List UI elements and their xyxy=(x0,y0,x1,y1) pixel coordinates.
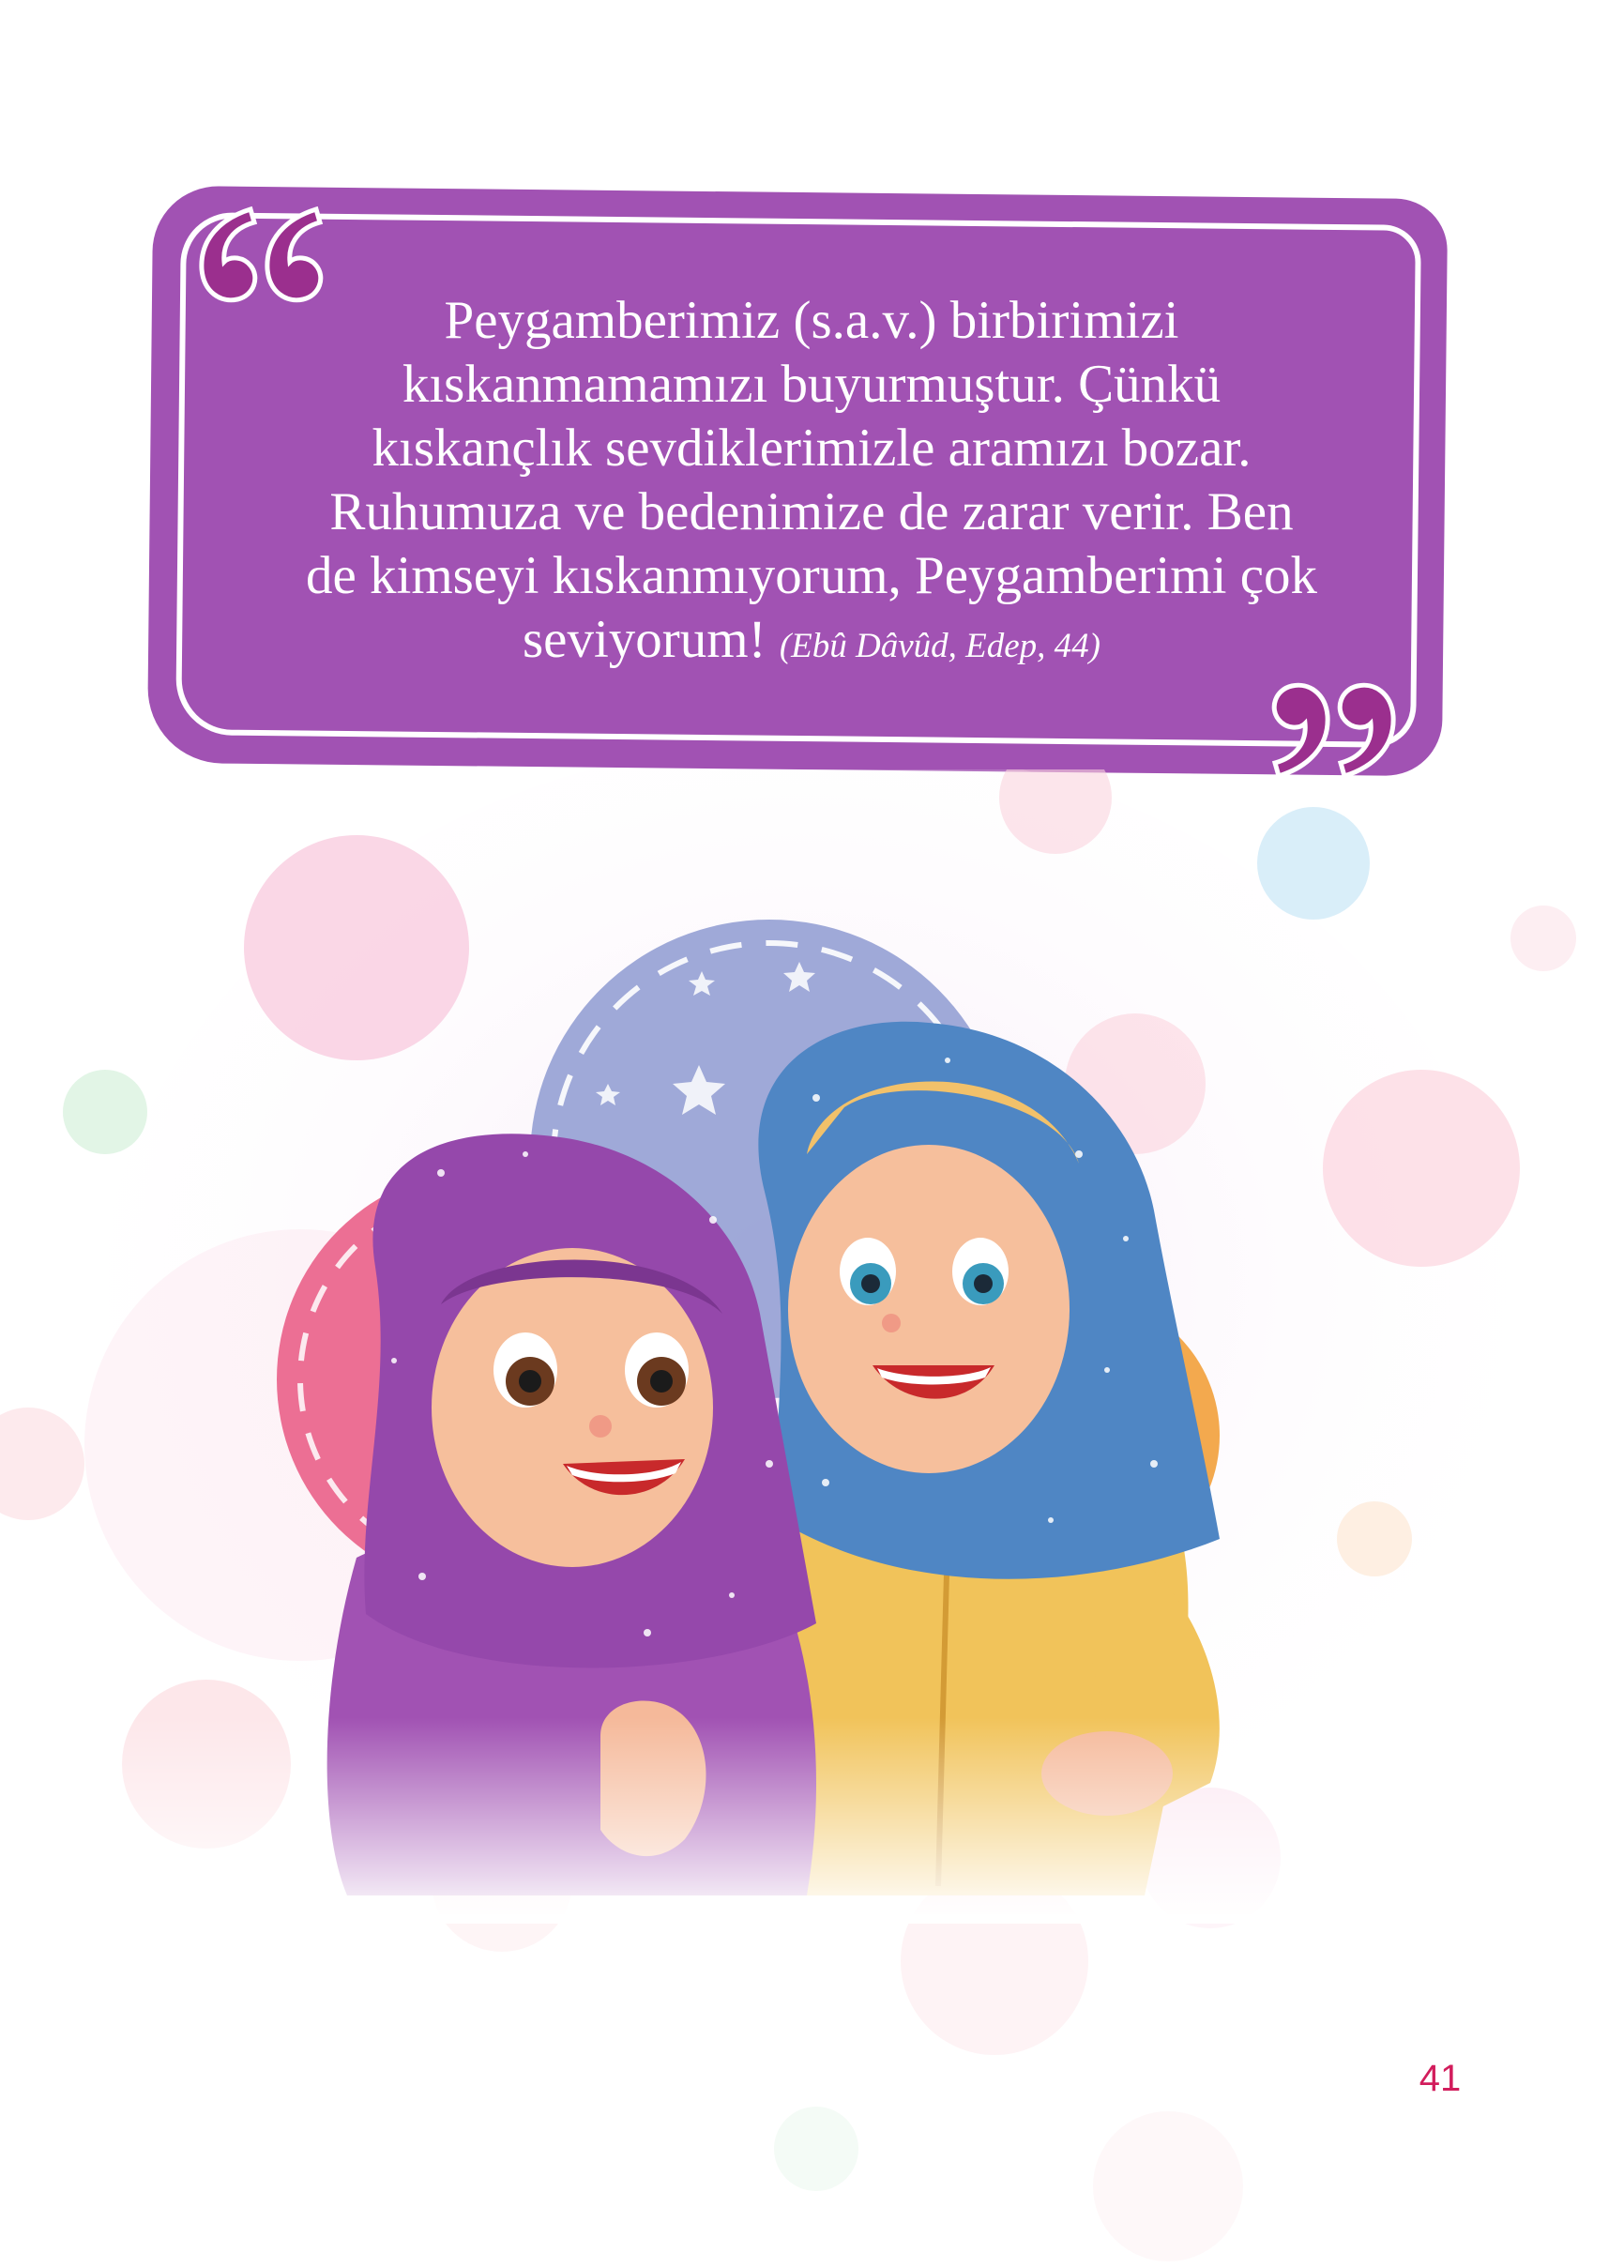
page-number: 41 xyxy=(1419,2058,1462,2099)
quote-line: Peygamberimiz (s.a.v.) birbirimizi xyxy=(444,291,1179,350)
quote-text xyxy=(230,289,1393,678)
two-girls-illustration xyxy=(0,769,1624,2268)
citation: (Ebû Dâvûd, Edep, 44) xyxy=(779,627,1101,665)
quote-line: seviyorum! xyxy=(522,610,766,669)
closing-quote-icon xyxy=(1262,671,1403,784)
quote-line: de kimseyi kıskanmıyorum, Peygamberimi çok xyxy=(305,546,1318,605)
quote-line: kıskançlık sevdiklerimizle aramızı bozar. xyxy=(372,419,1252,478)
quote-last-line xyxy=(230,608,1393,678)
quote-line: kıskanmamamızı buyurmuştur. Çünkü xyxy=(402,355,1222,414)
quote-line: Ruhumuza ve bedenimize de zarar verir. Ben xyxy=(329,482,1294,541)
